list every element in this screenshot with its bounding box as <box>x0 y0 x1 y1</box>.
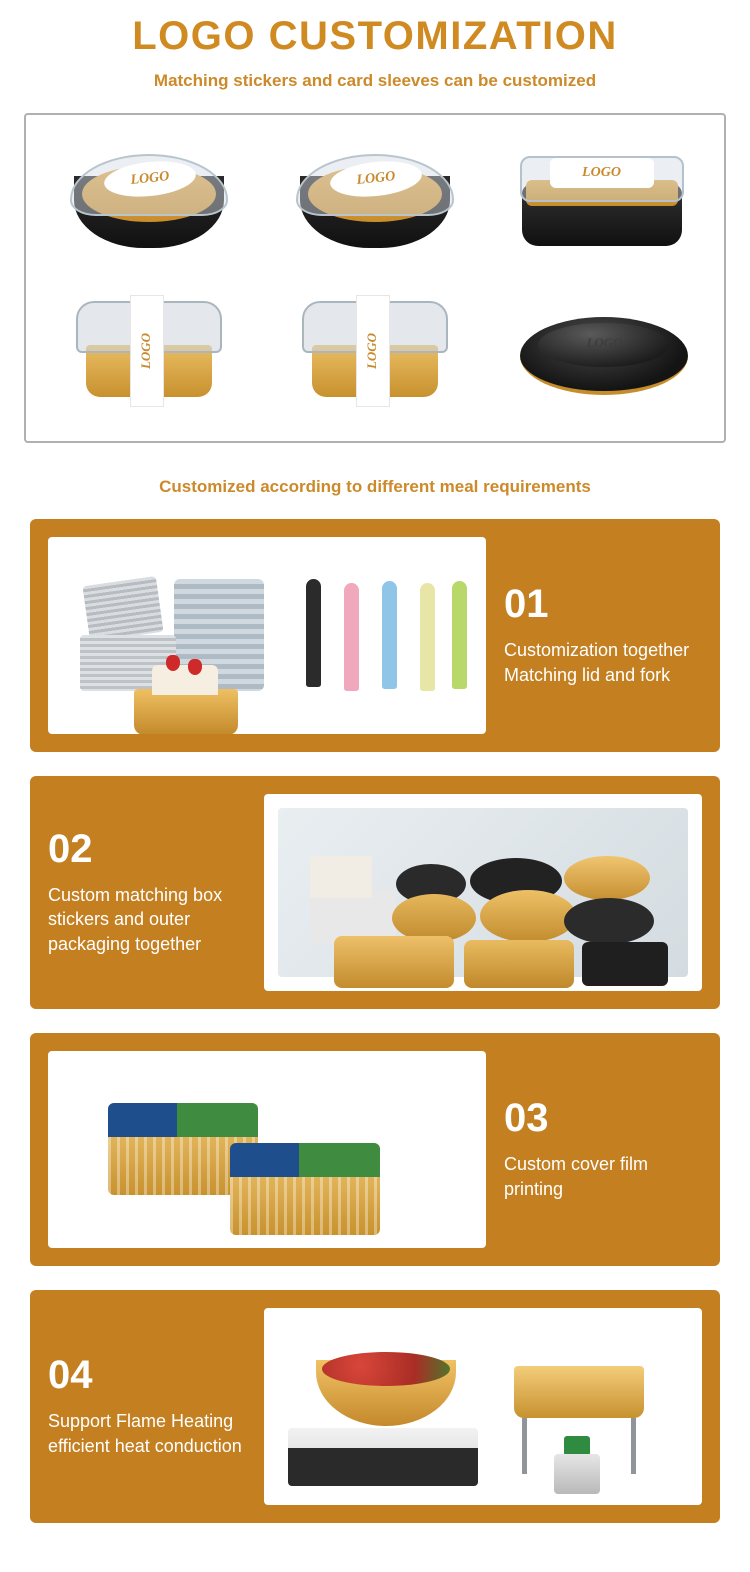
section-caption: Customized according to different meal requirements <box>159 477 591 496</box>
sleeve-logo-label: LOGO <box>364 332 380 369</box>
sleeve-logo-label: LOGO <box>138 332 154 369</box>
product-black-round-foil-container <box>504 287 699 417</box>
logo-label: LOGO <box>102 157 197 200</box>
card-sleeve <box>130 295 164 407</box>
feature-card-03 <box>30 1033 720 1266</box>
dessert-icon <box>152 665 218 695</box>
container-blob-icon <box>564 898 654 944</box>
feature-card-01-text <box>504 584 702 687</box>
fork-icon <box>344 583 359 691</box>
rectangular-foil-pan-icon <box>514 1366 644 1418</box>
box-ridges-icon <box>230 1177 380 1235</box>
printed-film-lid-icon <box>108 1103 258 1137</box>
fork-icon <box>306 579 321 687</box>
meal-box-icon <box>230 1143 380 1235</box>
showcase-row-top <box>36 140 714 270</box>
product-rectangular-black-box <box>504 140 699 270</box>
sealed-meal-boxes-printed-film-photo <box>48 1051 486 1248</box>
product-round-black-bowl-gold-interior <box>278 140 473 270</box>
page-header <box>0 0 750 91</box>
fork-icon <box>382 581 397 689</box>
stove-base-icon <box>288 1448 478 1486</box>
feature-card-04-number: 04 <box>48 1353 93 1398</box>
printed-film-lid-icon <box>230 1143 380 1177</box>
feature-card-03-description: Custom cover film printing <box>504 1154 649 1199</box>
container-blob-icon <box>564 856 650 900</box>
fork-icon <box>420 583 435 691</box>
showcase-row-bottom <box>36 287 714 417</box>
fork-icon <box>452 581 467 689</box>
feature-card-02-description: Custom matching box stickers and outer packaging together <box>48 885 223 954</box>
feature-card-04-text <box>48 1355 246 1458</box>
foil-trays-lids-and-forks-photo <box>48 537 486 734</box>
logo-label: LOGO <box>550 158 654 188</box>
feature-card-03-number: 03 <box>504 1096 549 1141</box>
feature-card-02-number: 02 <box>48 827 93 872</box>
product-round-black-bowl-clear-lid <box>52 140 247 270</box>
packaged-containers-in-bags-photo <box>264 794 702 991</box>
page-subtitle: Matching stickers and card sleeves can be customized <box>153 71 597 90</box>
strawberry-icon <box>166 655 180 671</box>
card-sleeve <box>356 295 390 407</box>
strawberry-icon <box>188 659 202 675</box>
feature-card-04 <box>30 1290 720 1523</box>
logo-label: LOGO <box>328 157 423 200</box>
gold-tray-icon <box>134 689 238 734</box>
product-card-icon <box>310 856 372 898</box>
feature-card-02-text <box>48 829 246 956</box>
foil-tray-stack-icon <box>82 576 163 642</box>
flame-heating-stove-and-pan-photo <box>264 1308 702 1505</box>
container-blob-icon <box>392 894 476 942</box>
product-round-gold-cup-sleeve <box>278 287 473 417</box>
feature-card-01-number: 01 <box>504 582 549 627</box>
page-title: LOGO CUSTOMIZATION <box>132 14 618 58</box>
feature-card-04-description: Support Flame Heating efficient heat conduction <box>48 1411 242 1456</box>
fuel-canister-top-icon <box>564 1436 590 1456</box>
feature-card-03-text <box>504 1098 702 1201</box>
logo-label: LOGO <box>586 334 623 350</box>
container-blob-icon <box>464 940 574 988</box>
container-blob-icon <box>480 890 576 942</box>
container-blob-icon <box>334 936 454 988</box>
feature-card-01 <box>30 519 720 752</box>
logo-showcase-panel <box>24 113 726 443</box>
food-icon <box>322 1352 450 1386</box>
feature-card-01-description: Customization together Matching lid and fork <box>504 640 690 685</box>
feature-card-02 <box>30 776 720 1009</box>
container-blob-icon <box>582 942 668 986</box>
fuel-canister-icon <box>554 1454 600 1494</box>
product-square-gold-cup-sleeve <box>52 287 247 417</box>
feature-card-list <box>30 519 720 1523</box>
